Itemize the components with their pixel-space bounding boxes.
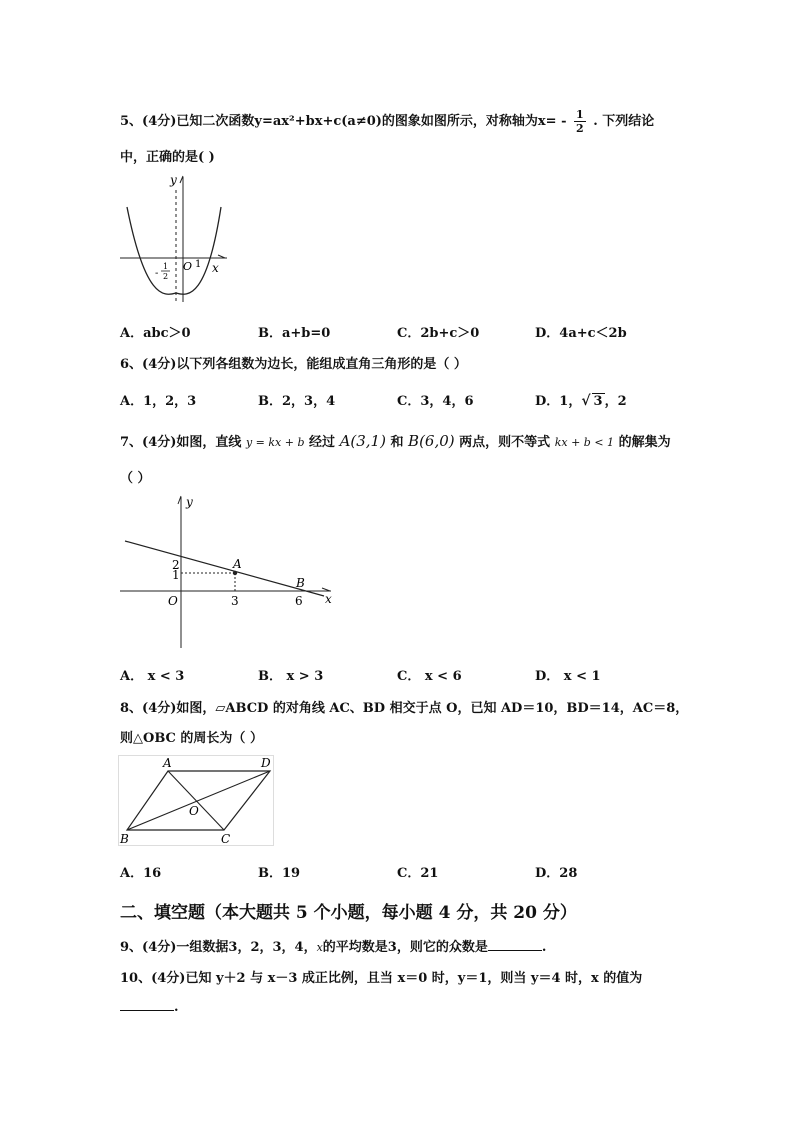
- q5-stem-prefix: 5、(4分)已知二次函数y=ax²+bx+c(a≠0)的图象如图所示，对称轴为x=: [120, 114, 557, 129]
- q8-stem-line2: 则△OBC 的周长为（ ）: [120, 731, 263, 746]
- q6-option-a[interactable]: A．1，2，3: [120, 394, 197, 409]
- section-2-title: 二、填空题（本大题共 5 个小题，每小题 4 分，共 20 分）: [120, 903, 577, 923]
- q6-option-c[interactable]: C．3，4，6: [397, 394, 474, 409]
- q6-sqrt-radicand: 3: [593, 394, 603, 409]
- q7-option-a[interactable]: A． x < 3: [120, 669, 185, 684]
- q8-diagonal-ac: [168, 771, 224, 830]
- q7-line-equation: y = kx + b: [245, 436, 305, 449]
- q7-option-b[interactable]: B． x > 3: [258, 669, 324, 684]
- q5-fraction: [574, 108, 586, 135]
- q6-stem: 6、(4分)以下列各组数为边长，能组成直角三角形的是（ ）: [120, 357, 467, 372]
- q7-line-y-kx-b: [125, 541, 324, 596]
- q7-stem-p2: 经过: [309, 435, 336, 450]
- q5-origin-label: O: [183, 260, 193, 273]
- q5-stem-line2: 中，正确的是( ): [120, 150, 215, 165]
- q8-diagonal-bd: [127, 771, 270, 830]
- q7-stem-p4: 两点，则不等式: [459, 435, 551, 450]
- q7-stem-p5: 的解集为: [618, 435, 671, 450]
- q5-option-a[interactable]: A．abc＞0: [120, 326, 191, 341]
- q5-one-label: 1: [195, 259, 202, 270]
- q8-vertex-b: B: [120, 832, 129, 846]
- q5-parabola: [127, 207, 221, 294]
- q9-stem-p1: 9、(4分)一组数据3，2，3，4，: [120, 940, 317, 955]
- q10-answer-blank[interactable]: [120, 1010, 174, 1011]
- q5-neg-half-sign: -: [155, 268, 159, 279]
- q8-vertex-a: A: [163, 756, 172, 770]
- q5-stem: [120, 108, 654, 135]
- q7-point-a: A(3,1): [339, 432, 386, 450]
- q7-stem-p1: 7、(4分)如图，直线: [120, 435, 242, 450]
- q9-stem: [120, 936, 546, 955]
- q5-parabola-figure: [115, 172, 230, 307]
- q5-frac-num: 1: [576, 108, 584, 121]
- q6-option-d-prefix: D．1，: [535, 394, 582, 409]
- q9-end: .: [541, 940, 547, 955]
- q7-stem: [120, 431, 671, 450]
- q8-option-d[interactable]: D．28: [535, 866, 578, 881]
- q5-half-den: 2: [163, 272, 169, 281]
- q10-stem: 10、(4分)已知 y＋2 与 x－3 成正比例，且当 x＝0 时，y＝1，则当 y＝4 时，x 的值为: [120, 971, 643, 986]
- q5-option-c[interactable]: C．2b+c＞0: [397, 326, 480, 341]
- q8-option-c[interactable]: C．21: [397, 866, 439, 881]
- q5-option-b[interactable]: B．a+b=0: [258, 326, 331, 341]
- q10-answer-line: [120, 1000, 179, 1015]
- q9-stem-p2: 的平均数是3，则它的众数是: [322, 940, 488, 955]
- q6-option-b[interactable]: B．2，3，4: [258, 394, 336, 409]
- q7-tick-1: 1: [172, 568, 180, 582]
- q5-x-label: x: [212, 261, 219, 275]
- q8-vertex-d: D: [261, 756, 271, 770]
- q5-half-num: 1: [163, 262, 169, 271]
- q7-tick-6: 6: [295, 594, 303, 608]
- q6-sqrt-sign: √: [581, 393, 591, 409]
- q9-x: x: [316, 941, 323, 954]
- q10-end: .: [174, 1000, 179, 1015]
- q7-y-label: y: [186, 495, 193, 509]
- q8-option-b[interactable]: B．19: [258, 866, 301, 881]
- q6-option-d[interactable]: [535, 390, 627, 409]
- q7-label-b: B: [296, 576, 305, 590]
- q7-tick-3: 3: [231, 594, 239, 608]
- q7-option-d[interactable]: D． x < 1: [535, 669, 601, 684]
- q6-option-d-suffix: ，2: [604, 394, 627, 409]
- q7-origin-label: O: [168, 594, 178, 608]
- q7-stem-p3: 和: [390, 435, 404, 450]
- q8-stem-line1: 8、(4分)如图，▱ABCD 的对角线 AC、BD 相交于点 O，已知 AD＝10，BD＝14，AC＝8，: [120, 701, 689, 716]
- q7-inequality: kx + b < 1: [554, 436, 615, 449]
- q8-parallelogram-figure: [118, 755, 278, 850]
- q7-line-figure: [118, 493, 338, 651]
- q7-stem-line2: （ ）: [120, 471, 151, 486]
- q8-vertex-c: C: [221, 832, 231, 846]
- q5-option-d[interactable]: D．4a+c＜2b: [535, 326, 627, 341]
- q5-stem-suffix: . 下列结论: [593, 114, 655, 129]
- q5-frac-den: 2: [576, 122, 584, 135]
- q5-y-label: y: [170, 173, 177, 187]
- q7-label-a: A: [233, 557, 242, 571]
- q7-tick-2: 2: [172, 558, 180, 572]
- q7-point-b: B(6,0): [408, 432, 455, 450]
- q7-point-a-dot: [233, 571, 237, 575]
- q7-option-c[interactable]: C． x < 6: [397, 669, 462, 684]
- q9-answer-blank[interactable]: [488, 950, 542, 951]
- q7-x-label: x: [325, 592, 332, 606]
- q8-center-o: O: [189, 804, 199, 818]
- q5-neg-sign: -: [561, 114, 567, 129]
- q8-option-a[interactable]: A．16: [120, 866, 162, 881]
